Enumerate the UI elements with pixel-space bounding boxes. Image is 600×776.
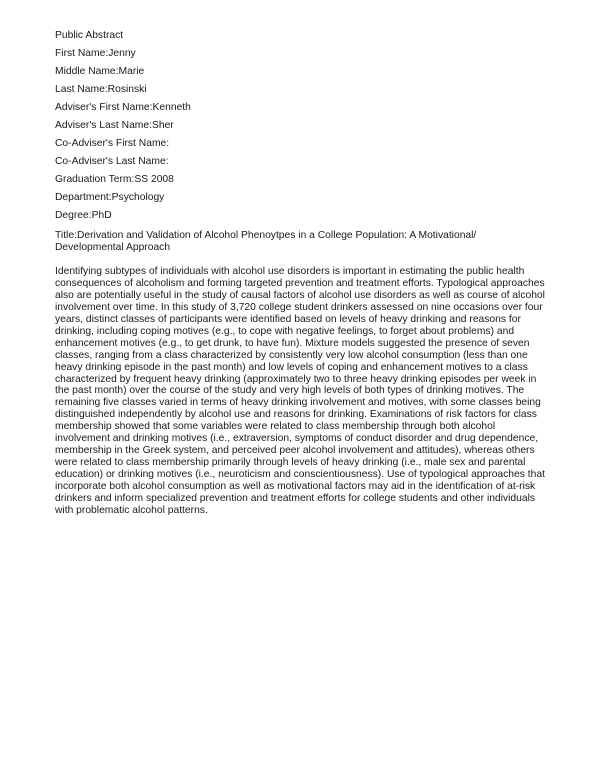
field-label: Graduation Term: [55,174,135,185]
abstract-body: Identifying subtypes of individuals with alcohol use disorders is important in estimating the public health consequences of alcoholism and forming targeted prevention and treatment efforts. Typological approaches also are potentially useful in the study of causal factors of alcohol use disorders as well as course of alcohol involvement over time. In this study of 3,720 college student drinkers assessed on nine occasions over four years, distinct classes of participants were identified based on levels of heavy drinking and reasons for drinking, including coping motives (e.g., to cope with negative feelings, to forget about problems) and enhancement motives (e.g., to get drunk, to have fun). Mixture models suggested the presence of seven classes, ranging from a class characterized by consistently very low alcohol consumption (less than one heavy drinking episode in the past month) and low levels of coping and enhancement motives to a class characterized by frequent heavy drinking (approximately two to three heavy drinking episodes per week in the past month) over the course of the study and very high levels of both types of drinking motives. The remaining five classes varied in terms of heavy drinking involvement and motives, with some classes being distinguished independently by alcohol use and reasons for drinking. Examinations of risk factors for class membership showed that some variables were related to class membership through both alcohol involvement and drinking motives (i.e., extraversion, symptoms of conduct disorder and drug dependence, membership in the Greek system, and perceived peer alcohol involvement and attitudes), whereas others were related to class membership primarily through levels of heavy drinking (i.e., male sex and parental education) or drinking motives (i.e., neuroticism and conscientiousness). Use of typological approaches that incorporate both alcohol consumption as well as motivational factors may aid in the identification of at-risk drinkers and inform specialized prevention and treatment efforts for college students and other individuals with problematic alcohol patterns. [55,266,545,516]
field-value: Jenny [108,48,136,59]
field-value: Rosinski [107,84,147,95]
document-page [55,30,545,516]
field-value: Sher [151,120,174,131]
field-label: Middle Name: [55,66,119,77]
field-value: Psychology [111,192,165,203]
field-value: Derivation and Validation of Alcohol Phenoytpes in a College Population: A Motivational/ Developmental Approach [55,230,477,254]
field-adviser-last-name [55,120,545,138]
field-label: Co-Adviser's Last Name: [55,156,169,167]
field-label: Department: [55,192,112,203]
field-label: Degree: [55,210,92,221]
field-graduation-term [55,174,545,192]
field-label: Last Name: [55,84,108,95]
field-department [55,192,545,210]
field-value: Kenneth [152,102,191,113]
field-label: Adviser's First Name: [55,102,153,113]
document-heading: Public Abstract [55,30,124,41]
field-co-adviser-last-name [55,156,545,174]
field-value: Marie [118,66,145,77]
field-label: First Name: [55,48,109,59]
field-co-adviser-first-name [55,138,545,156]
field-value: PhD [91,210,112,221]
field-title [55,230,545,254]
field-label: Co-Adviser's First Name: [55,138,170,149]
field-value: SS 2008 [134,174,174,185]
field-label: Title: [55,230,77,241]
field-first-name [55,48,545,66]
field-label: Adviser's Last Name: [55,120,152,131]
field-middle-name [55,66,545,84]
field-adviser-first-name [55,102,545,120]
field-last-name [55,84,545,102]
field-degree [55,210,545,228]
